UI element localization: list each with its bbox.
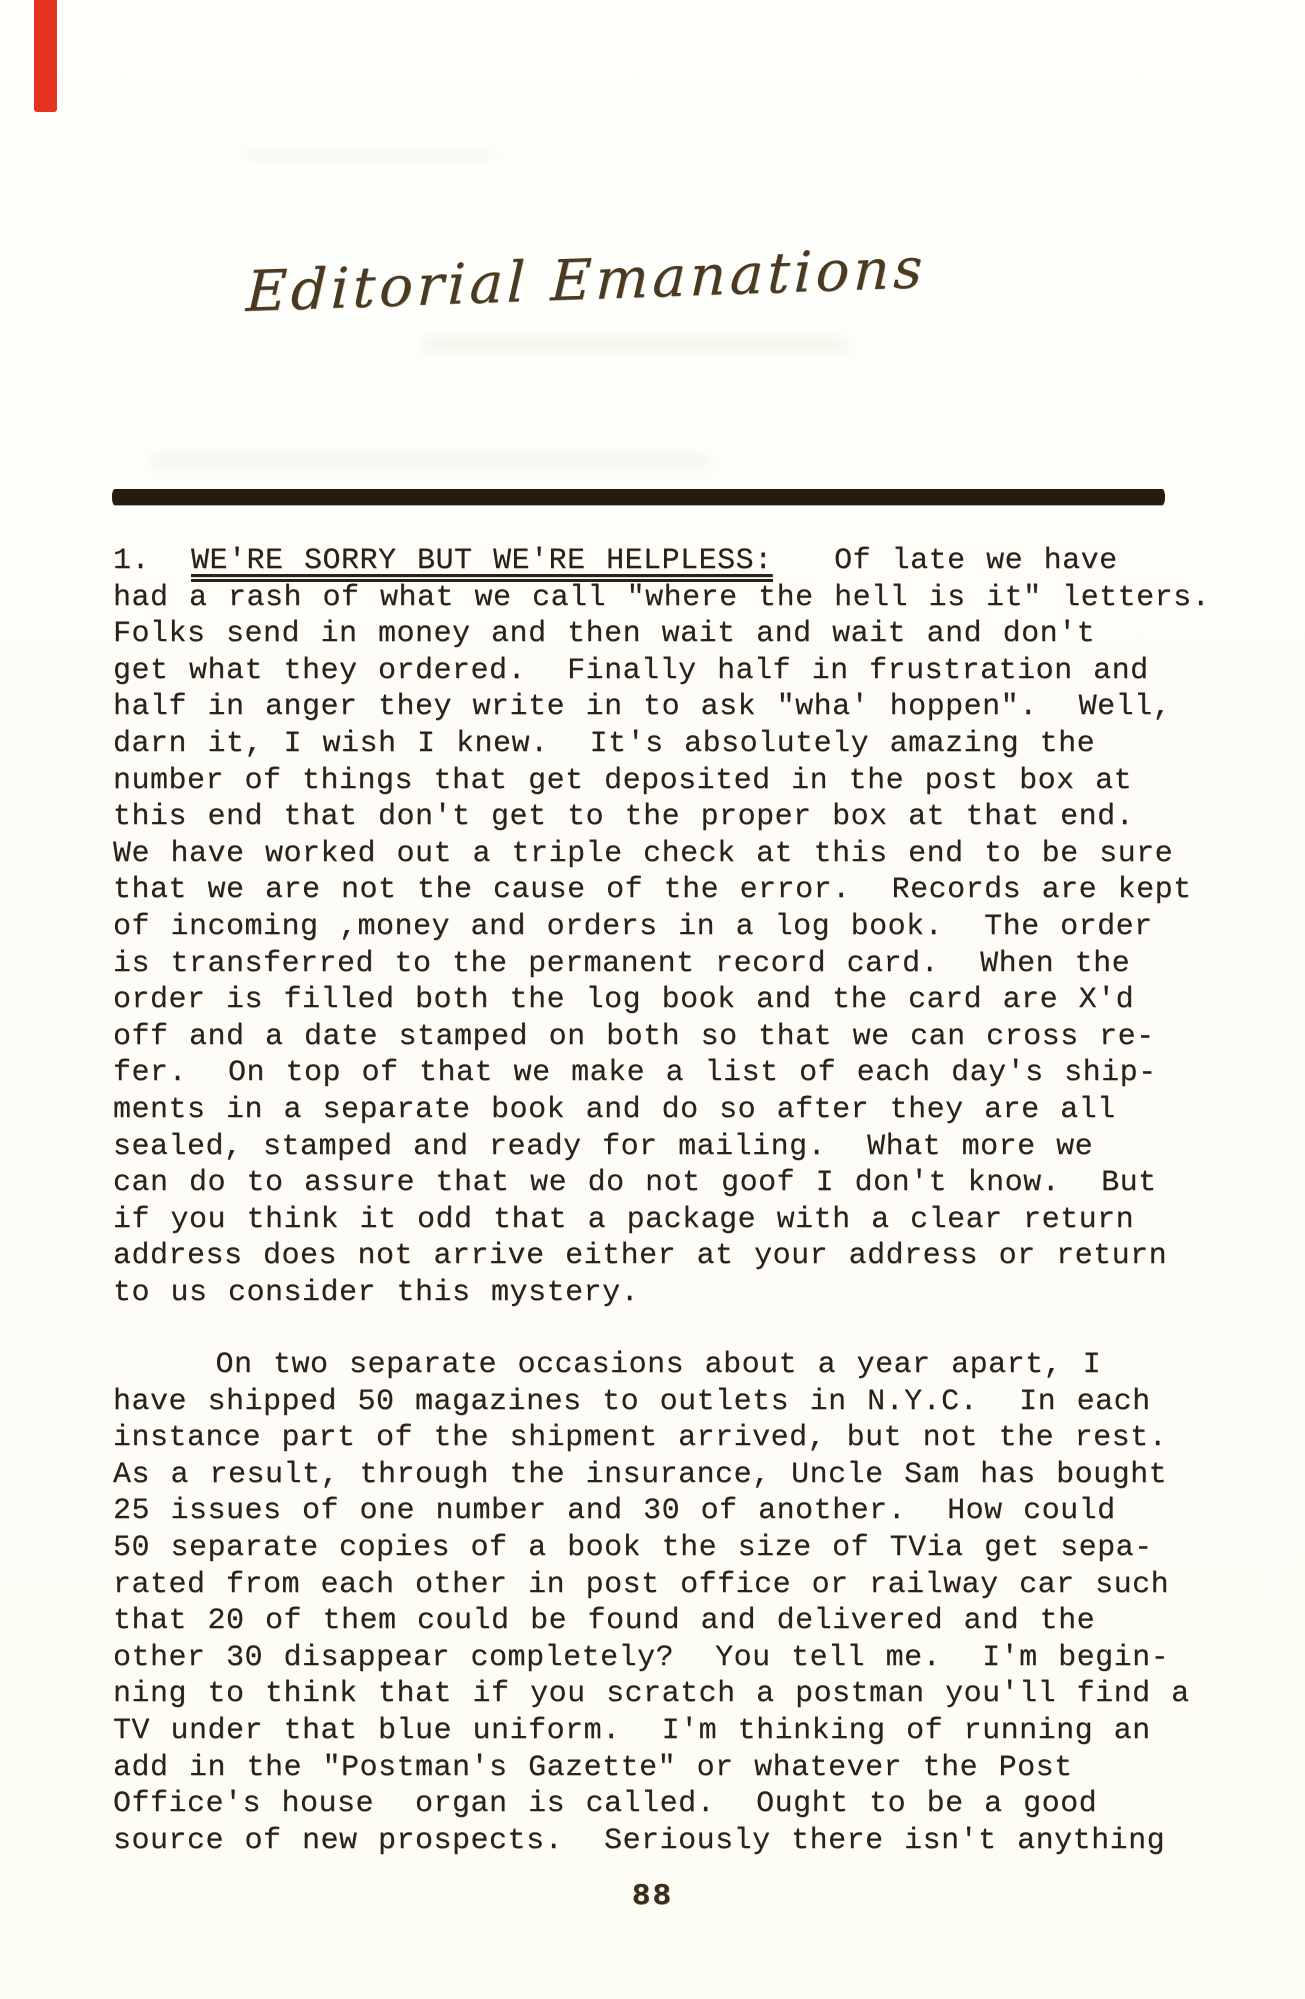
article-heading: WE'RE SORRY BUT WE'RE HELPLESS: [191,544,773,582]
text-line: Office's house organ is called. Ought to be a good [113,1787,1098,1822]
text-line: Folks send in money and then wait and wait and don't [113,617,1096,652]
text-line: have shipped 50 magazines to outlets in N.Y.C. In each [113,1384,1151,1419]
text-line: if you think it odd that a package with a clear return [113,1202,1135,1237]
text-line: other 30 disappear completely? You tell me. I'm begin- [113,1640,1170,1675]
text-line: add in the "Postman's Gazette" or whatever the Post [113,1750,1073,1785]
text-line: of incoming ,money and orders in a log book. The order [113,909,1153,944]
text-line: had a rash of what we call "where the hell is it" letters. [113,580,1211,615]
bleedthrough-smudge [420,338,850,352]
scan-artifact-red-mark [34,0,57,112]
paragraph-1-lines [113,580,1218,1312]
paragraph-1 [113,543,1218,1311]
item-number: 1. [113,544,192,578]
text-line: this end that don't get to the proper box at that end. [113,800,1135,835]
text-line: order is filled both the log book and the card are X'd [113,983,1135,1018]
page-number: 88 [631,1879,674,1914]
text-line: sealed, stamped and ready for mailing. What more we [113,1129,1094,1164]
text-line: source of new prospects. Seriously there isn't anything [113,1823,1166,1858]
heading-trailing-text: Of late we have [772,544,1118,578]
text-line: 50 separate copies of a book the size of TVia get sepa- [113,1530,1153,1565]
text-line: can do to assure that we do not goof I don't know. But [113,1166,1157,1201]
text-line: 25 issues of one number and 30 of another. How could [113,1494,1116,1529]
bleedthrough-smudge [240,148,500,160]
text-line: rated from each other in post office or railway car such [113,1567,1170,1602]
text-line: address does not arrive either at your address or return [113,1239,1168,1274]
text-line: fer. On top of that we make a list of each day's ship- [113,1056,1157,1091]
text-line: ments in a separate book and do so after they are all [113,1092,1116,1127]
text-line: that 20 of them could be found and delivered and the [113,1604,1096,1639]
paragraph-2 [113,1347,1218,1859]
text-line: is transferred to the permanent record card. When the [113,946,1131,981]
text-line: ning to think that if you scratch a postman you'll find a [113,1677,1190,1712]
divider-rule [112,489,1165,505]
bleedthrough-smudge [150,455,710,468]
handwritten-section-title: Editorial Emanations [245,236,928,325]
article-heading-line [113,543,1218,580]
text-line: off and a date stamped on both so that we can cross re- [113,1019,1155,1054]
text-line: As a result, through the insurance, Uncle Sam has bought [113,1457,1168,1492]
text-line: We have worked out a triple check at this end to be sure [113,836,1174,871]
text-line: TV under that blue uniform. I'm thinking of running an [113,1713,1151,1748]
text-line: get what they ordered. Finally half in frustration and [113,653,1149,688]
text-line: instance part of the shipment arrived, but not the rest. [113,1421,1168,1456]
text-line: On two separate occasions about a year apart, I [113,1348,1102,1382]
text-line: half in anger they write in to ask "wha' hoppen". Well, [113,690,1172,725]
text-line: to us consider this mystery. [113,1275,640,1310]
text-line: darn it, I wish I knew. It's absolutely amazing the [113,726,1096,761]
text-line: number of things that get deposited in the post box at [113,763,1133,798]
text-line: that we are not the cause of the error. Records are kept [113,873,1192,908]
